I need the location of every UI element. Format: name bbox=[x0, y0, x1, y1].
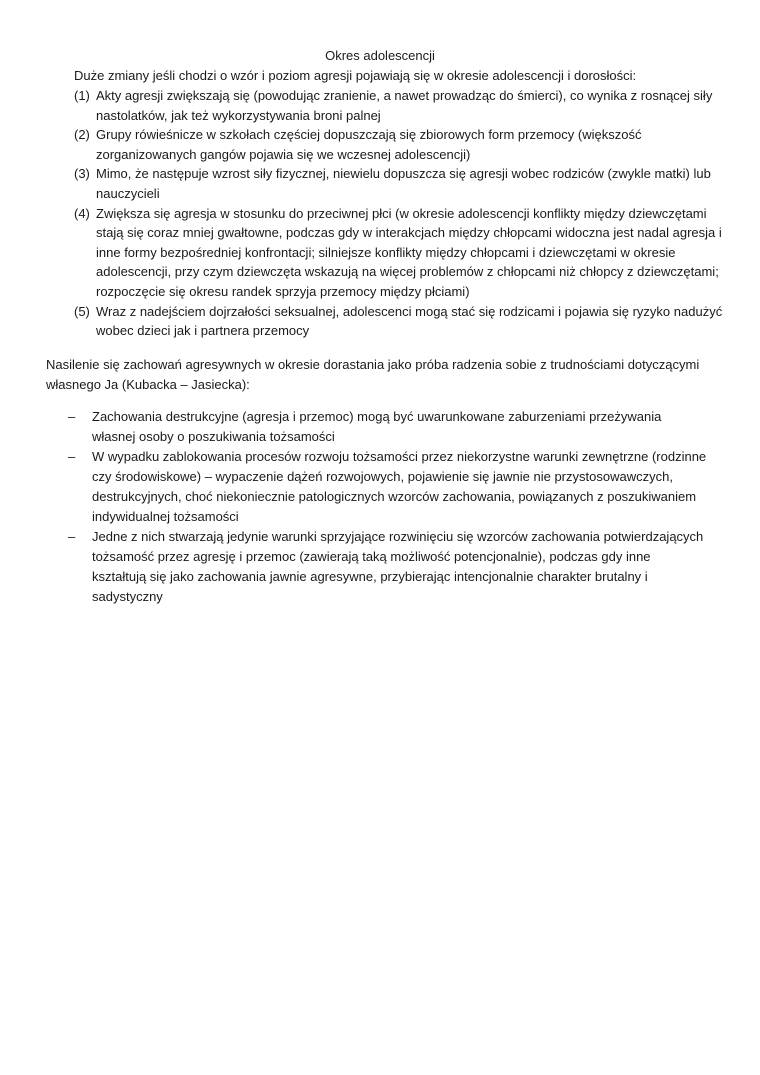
intro-paragraph: Duże zmiany jeśli chodzi o wzór i poziom agresji pojawiają się w okresie adolescencji i dorosłości: bbox=[74, 68, 637, 83]
list-item-text: Wraz z nadejściem dojrzałości seksualnej, adolescenci mogą stać się rodzicami i pojawia się ryzyko nadużyć wobec dzieci jak i partnera przemocy bbox=[96, 303, 723, 339]
dash-list-item bbox=[68, 527, 708, 607]
list-item-text: Grupy rówieśnicze w szkołach częściej dopuszczają się zbiorowych form przemocy (większość zorganizowanych gangów pojawia się we wczesnej adolescencji) bbox=[96, 127, 642, 162]
dash-list bbox=[68, 407, 708, 607]
list-marker: (4) bbox=[74, 205, 90, 221]
dash-marker: – bbox=[68, 529, 76, 544]
numbered-list-item bbox=[74, 204, 724, 302]
list-marker: (5) bbox=[74, 303, 90, 319]
numbered-list-item bbox=[74, 86, 724, 125]
dash-marker: – bbox=[68, 449, 76, 464]
list-item-text: Jedne z nich stwarzają jedynie warunki sprzyjające rozwinięciu się wzorców zachowania potwierdzających tożsamość przez agresję i przemoc (zawierają taką możliwość potencjonalnie), podczas gdy inne kształtują się jako zachowania jawnie agresywne, przybierając intencjonalnie charakter brutalny i sadystyczny bbox=[92, 529, 704, 604]
document-title: Okres adolescencji bbox=[325, 48, 435, 63]
list-marker: (3) bbox=[74, 166, 90, 182]
dash-marker: – bbox=[68, 409, 76, 424]
list-item-text: Mimo, że następuje wzrost siły fizycznej, niewielu dopuszcza się agresji wobec rodziców (zwykle matki) lub nauczycieli bbox=[96, 166, 711, 201]
list-marker: (2) bbox=[74, 127, 90, 143]
list-item-text: Akty agresji zwiększają się (powodując zranienie, a nawet prowadząc do śmierci), co wynika z rosnącej siły nastolatków, jak też wykorzystywania broni palnej bbox=[96, 88, 713, 123]
dash-list-item bbox=[68, 447, 708, 527]
list-item-text: Zachowania destrukcyjne (agresja i przemoc) mogą być uwarunkowane zaburzeniami przeżywania własnej osoby o poszukiwania tożsamości bbox=[92, 409, 662, 444]
numbered-list-item bbox=[74, 164, 724, 203]
numbered-list-item bbox=[74, 302, 724, 341]
list-item-text: W wypadku zablokowania procesów rozwoju tożsamości przez niekorzystne warunki zewnętrzne (rodzinne czy środowiskowe) – wypaczenie dążeń rozwojowych, pojawienie się jawnie nie przystosowawczych, destrukcyjnych, choć niekoniecznie patologicznych wzorców zachowania, powiązanych z poszukiwaniem indywidualnej tożsamości bbox=[92, 449, 707, 524]
numbered-list-item bbox=[74, 125, 724, 164]
body-paragraph: Nasilenie się zachowań agresywnych w okresie dorastania jako próba radzenia sobie z trudnościami dotyczącymi własnego Ja (Kubacka – Jasiecka): bbox=[46, 357, 700, 392]
numbered-list bbox=[74, 86, 724, 341]
list-marker: (1) bbox=[74, 88, 90, 103]
dash-list-item bbox=[68, 407, 708, 447]
list-item-text: Zwiększa się agresja w stosunku do przeciwnej płci (w okresie adolescencji konflikty między dziewczętami stają się coraz mniej gwałtowne, podczas gdy w interakcjach między chłopcami widoczna jest nadal agresja i inne formy bezpośredniej konfrontacji; silniejsze konflikty między chłopcami i dziewczętami w okresie adolescencji, przy czym dziewczęta wskazują na więcej problemów z chłopcami niż chłopcy z dziewczętami; rozpoczęcie się okresu randek sprzyja przemocy między płciami) bbox=[96, 205, 722, 299]
